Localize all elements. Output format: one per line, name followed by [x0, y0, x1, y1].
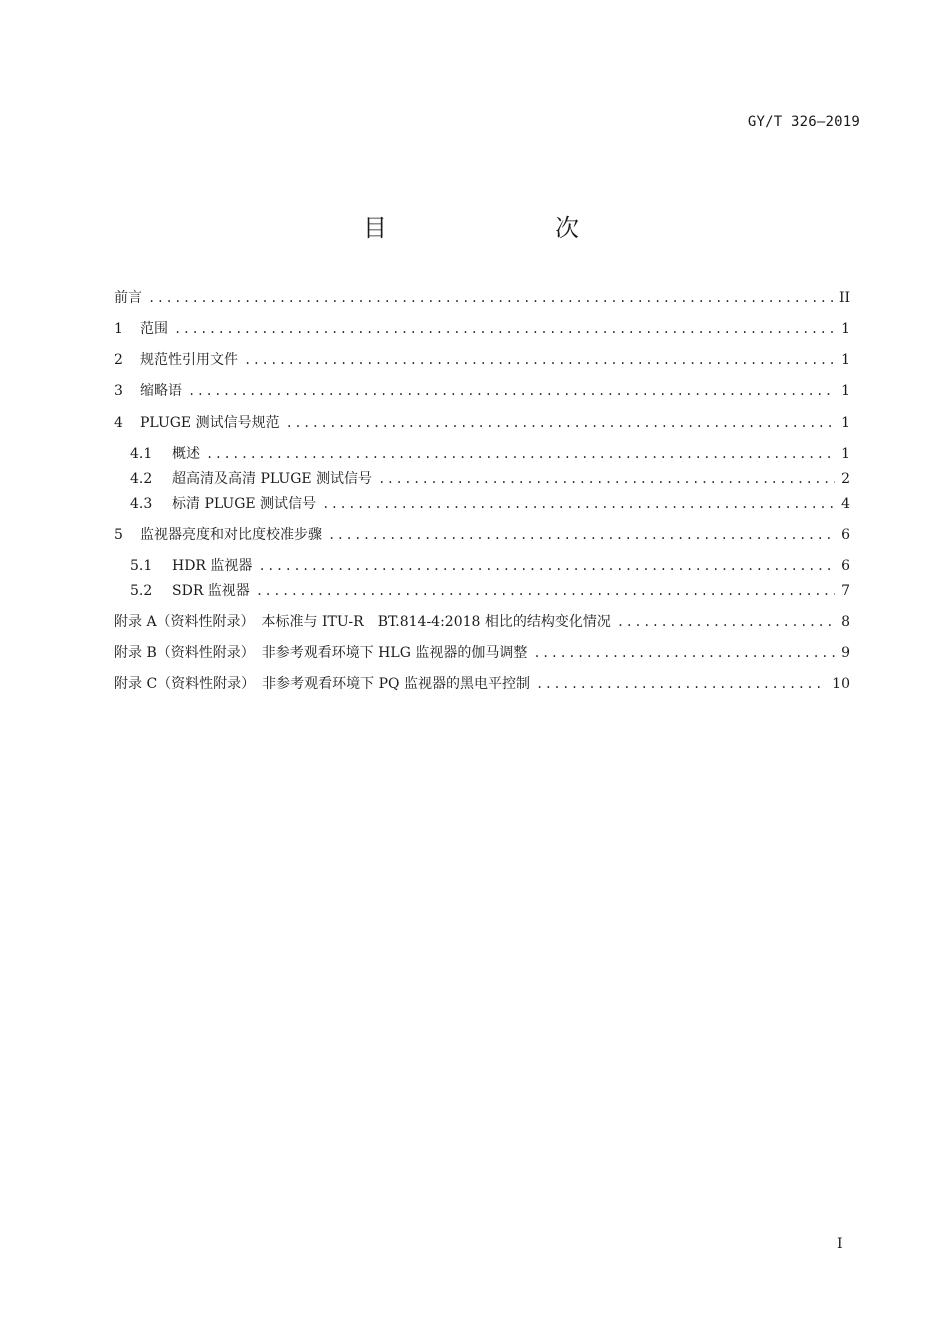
- toc-entry-number: 5.2: [130, 583, 153, 599]
- toc-entry[interactable]: [114, 320, 850, 338]
- toc-leader-dots: [244, 351, 835, 369]
- toc-leader-dots: [378, 470, 835, 488]
- toc-entry-label: 附录 C（资料性附录） 非参考观看环境下 PQ 监视器的黑电平控制: [114, 676, 530, 692]
- toc-entry[interactable]: [130, 495, 850, 513]
- toc-entry-label: 附录 A（资料性附录） 本标准与 ITU-R BT.814-4:2018 相比的结构变化情况: [114, 614, 611, 630]
- toc-entry-label: HDR 监视器: [172, 558, 253, 574]
- toc-leader-dots: [206, 445, 835, 463]
- toc-entry-page: II: [838, 290, 850, 306]
- toc-entry-page: 10: [832, 676, 850, 692]
- toc-title: 目 次: [363, 214, 619, 242]
- toc-entry-label: 超高清及高清 PLUGE 测试信号: [172, 471, 373, 487]
- toc-entry-label: 概述: [172, 446, 200, 462]
- toc-entry-label: 范围: [140, 321, 168, 337]
- toc-entry-page: 4: [841, 496, 850, 512]
- toc-entry-page: 7: [841, 583, 850, 599]
- toc-entry-page: 1: [841, 446, 850, 462]
- toc-leader-dots: [617, 613, 835, 631]
- toc-entry[interactable]: [114, 414, 850, 432]
- toc-entry[interactable]: [114, 675, 850, 693]
- toc-leader-dots: [533, 644, 835, 662]
- toc-entry-label: 标清 PLUGE 测试信号: [172, 496, 317, 512]
- toc-entry-number: 4.3: [130, 496, 153, 512]
- toc-entry-page: 1: [841, 321, 850, 337]
- toc-entry[interactable]: [114, 613, 850, 631]
- toc-entry-page: 9: [841, 645, 850, 661]
- toc-entry-label: 缩略语: [140, 383, 182, 399]
- toc-entry[interactable]: [114, 289, 850, 307]
- toc-entry-page: 2: [841, 471, 850, 487]
- toc-entry[interactable]: [130, 582, 850, 600]
- toc-leader-dots: [188, 382, 835, 400]
- toc-entry-number: 5.1: [130, 558, 153, 574]
- toc-entry-page: 1: [841, 383, 850, 399]
- toc-entry[interactable]: [114, 382, 850, 400]
- toc-leader-dots: [322, 495, 835, 513]
- toc-entry-label: 监视器亮度和对比度校准步骤: [140, 527, 322, 543]
- toc-leader-dots: [148, 289, 833, 307]
- toc-entry[interactable]: [114, 644, 850, 662]
- toc-entry-page: 6: [841, 558, 850, 574]
- toc-entry[interactable]: [130, 445, 850, 463]
- toc-entry-number: 3: [114, 383, 123, 399]
- toc-entry-number: 4.2: [130, 471, 153, 487]
- toc-entry[interactable]: [130, 557, 850, 575]
- standard-code: GY/T 326—2019: [747, 114, 860, 130]
- toc-leader-dots: [258, 557, 835, 575]
- toc-entry-number: 1: [114, 321, 123, 337]
- toc-entry[interactable]: [114, 351, 850, 369]
- page-number: I: [837, 1236, 843, 1252]
- toc-entry-number: 2: [114, 352, 123, 368]
- toc-entry-number: 5: [114, 527, 123, 543]
- toc-entry-page: 6: [841, 527, 850, 543]
- toc-entry[interactable]: [130, 470, 850, 488]
- toc-entry[interactable]: [114, 526, 850, 544]
- toc-leader-dots: [174, 320, 835, 338]
- toc-leader-dots: [536, 675, 826, 693]
- toc-leader-dots: [286, 414, 835, 432]
- toc-entry-label: 规范性引用文件: [140, 352, 238, 368]
- toc-entry-page: 1: [841, 415, 850, 431]
- toc-entry-label: 前言: [114, 290, 142, 306]
- toc-entry-page: 1: [841, 352, 850, 368]
- toc-entry-page: 8: [841, 614, 850, 630]
- toc-entry-number: 4.1: [130, 446, 153, 462]
- toc-leader-dots: [256, 582, 835, 600]
- toc-entry-number: 4: [114, 415, 123, 431]
- toc-entry-label: PLUGE 测试信号规范: [140, 415, 280, 431]
- toc-entry-label: SDR 监视器: [172, 583, 250, 599]
- toc-leader-dots: [328, 526, 835, 544]
- toc-entry-label: 附录 B（资料性附录） 非参考观看环境下 HLG 监视器的伽马调整: [114, 645, 528, 661]
